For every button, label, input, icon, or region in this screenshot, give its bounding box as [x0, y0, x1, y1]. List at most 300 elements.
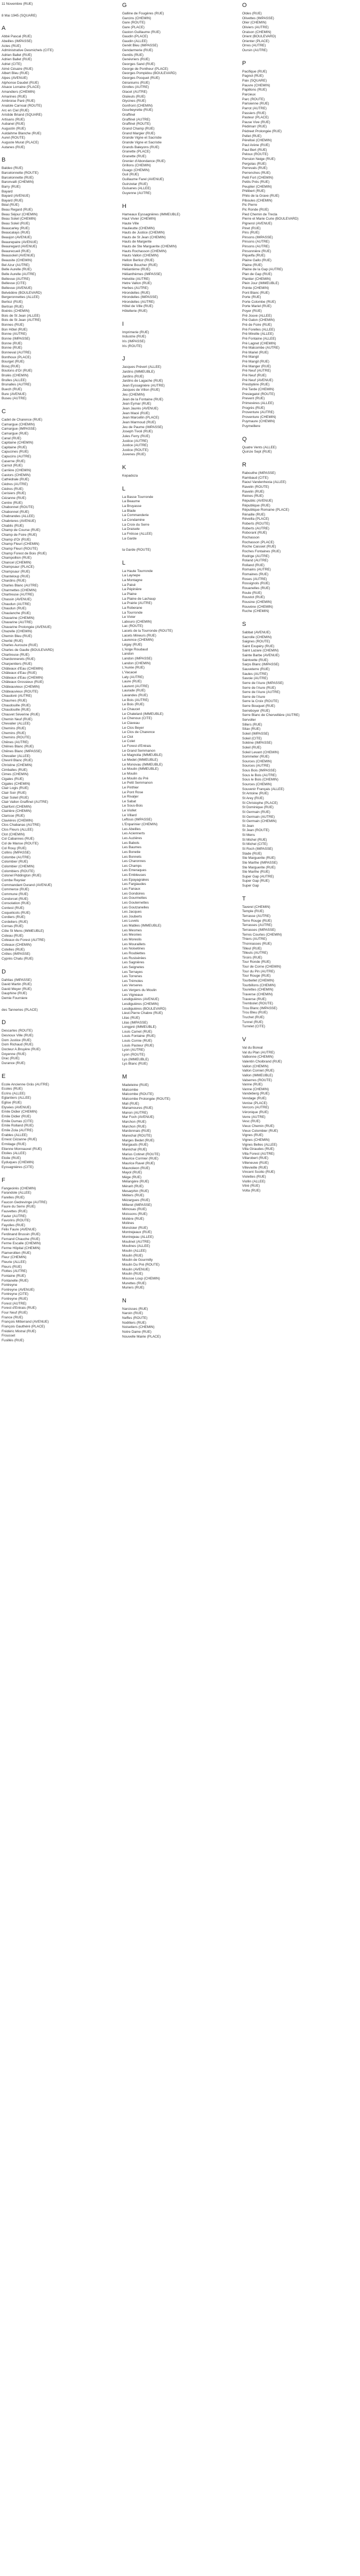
street-entry: Coteaux (CHEMIN): [2, 943, 31, 947]
street-entry: Chavarine (AUTRE): [2, 621, 33, 625]
section-letter: S: [242, 621, 246, 627]
street-entry: Bonneval (AUTRE): [2, 350, 31, 355]
street-entry: Eyduques (CHEMIN): [2, 1161, 34, 1165]
street-entry: Cerisiers (RUE): [2, 492, 26, 496]
street-entry: La Commanderie: [122, 513, 149, 518]
street-entry: La Haute Tourronde: [122, 569, 153, 573]
street-entry: Lieut.Pierre Chabre (RUE): [122, 1011, 163, 1016]
street-entry: Cadet de Charence (RUE): [2, 417, 43, 422]
street-entry: Notre Dame (RUE): [122, 1330, 151, 1334]
street-entry: Tour de Corne (CHEMIN): [242, 965, 281, 969]
street-entry: Dauphine (RUE): [2, 992, 27, 996]
index-section: [2, 1073, 120, 1170]
street-entry: Guillaume Farel (AVENUE): [122, 178, 164, 182]
street-entry: Les Mables (IMMEUBLE): [122, 924, 162, 928]
street-entry: Bonne (RUE): [2, 346, 22, 350]
index-section: [122, 203, 240, 314]
street-entry: Jean de la Fontaine (RUE): [122, 397, 163, 401]
street-entry: Grande Vigne et Sacristie: [122, 140, 162, 144]
street-entry: Lesdiguières (AVENUE): [122, 997, 159, 1002]
street-entry: Les Trémoles: [122, 979, 143, 983]
street-entry: Bayard (RUE): [2, 198, 23, 203]
street-entry: François Gauthérè (PLACE): [2, 1324, 45, 1329]
street-entry: Porte Colombe (RUE): [242, 300, 276, 304]
street-entry: Aubanel (RUE): [2, 122, 25, 126]
street-entry: David Meyer (RUE): [2, 987, 32, 991]
street-entry: Tourbillons (CHEMIN): [242, 983, 276, 987]
street-entry: Paix (SQUARE): [242, 79, 267, 83]
street-entry: Venise (PLACE): [242, 1101, 267, 1105]
street-entry: La Roberane: [122, 606, 142, 610]
street-entry: Brulles (ALLEE): [2, 378, 27, 382]
street-entry: Les Roubiettes: [122, 951, 146, 955]
street-entry: Guisanes (ALLEE): [122, 187, 151, 191]
street-entry: St Roch (IMPASSE): [242, 847, 273, 851]
street-entry: Rochasson: [242, 535, 260, 540]
street-entry: Progrès (RUE): [242, 406, 265, 410]
street-entry: Chênes (AUTRE): [2, 740, 29, 744]
street-entry: Aurel (ROUTE): [2, 136, 26, 140]
street-entry: Val du Boreal: [242, 1046, 263, 1050]
street-entry: Clairfont (CHEMIN): [2, 804, 31, 809]
street-entry: Terre Rouge (RUE): [242, 919, 272, 923]
street-entry: 8 Mai 1945 (SQUARE): [2, 13, 37, 18]
street-entry: Longpré (IMMEUBLE): [122, 1025, 156, 1029]
street-entry: Industrie (RUE): [122, 335, 146, 339]
street-entry: Actes (RUE): [2, 44, 21, 48]
street-entry: Gonfront (CHEMIN): [122, 103, 153, 108]
street-entry: Pré Fontaine (ALLEE): [242, 336, 276, 341]
street-entry: Moulin Du Pré (ROUTE): [122, 1262, 160, 1267]
street-entry: Ferme Escalle (CHEMIN): [2, 1242, 41, 1246]
street-entry: Four Neuf (RUE): [2, 1311, 28, 1315]
street-entry: Kepadoza: [122, 474, 138, 478]
street-entry: Genêt Bleu (IMPASSE): [122, 44, 158, 48]
street-entry: St Jean: [242, 824, 254, 828]
street-entry: Champ Forest de Bois (RUE): [2, 551, 47, 556]
street-entry: Étoiles (ALLEE): [2, 1152, 26, 1156]
street-entry: Beausoleil (AVENUE): [2, 254, 35, 258]
street-entry: Capitaine (RUE): [2, 445, 27, 449]
street-entry: Pinsons (AUTRE): [242, 245, 270, 249]
street-entry: Beaujon (AVENUE): [2, 235, 32, 239]
street-entry: Grenier d'Abondance (RUE): [122, 159, 166, 163]
street-entry: Roule (RUE): [242, 591, 262, 595]
street-entry: Sainte Barbe (AVENUE): [242, 654, 279, 658]
street-entry: Montrejeaux (RUE): [122, 1230, 152, 1235]
street-entry: Beaurepaire (AVENUE): [2, 240, 38, 244]
street-entry: Reines (RUE): [242, 494, 264, 498]
street-entry: Rabouthe (IMPASSE): [242, 471, 276, 476]
street-entry: Lys (IMMEUBLE): [122, 1057, 149, 1061]
street-entry: Iris (IMPASSE): [122, 340, 146, 343]
street-entry: Émile Didier (CHEMIN): [2, 1110, 37, 1114]
index-section: [122, 321, 240, 349]
street-entry: Plaine (RUE): [242, 263, 262, 267]
street-entry: Capucins (AUTRE): [2, 455, 31, 459]
street-entry: La Croix du Serre: [122, 522, 149, 527]
section-letter: N: [122, 1297, 126, 1304]
street-entry: Mayol (RUE): [122, 1171, 142, 1175]
street-entry: David Martin (RUE): [2, 983, 32, 987]
street-entry: Les Vergers du Moulin: [122, 988, 157, 993]
street-entry: Chabrandes (ALLEE): [2, 514, 35, 519]
street-entry: Abbé Pascal (RUE): [2, 35, 32, 39]
street-entry: Les Abeilles: [122, 827, 141, 831]
street-entry: Combe Reynier: [2, 879, 26, 883]
street-entry: Pagnol (RUE): [242, 74, 264, 78]
street-entry: Le Vivier: [122, 615, 136, 619]
street-entry: Beaurecueil (RUE): [2, 249, 31, 253]
street-entry: Ambroise Paré (RUE): [2, 99, 35, 103]
street-entry: Hellon Berlioz (RUE): [122, 259, 154, 263]
street-entry: Clos Chabanas (AUTRE): [2, 823, 41, 827]
street-entry: Lesdiguières (CHEMIN): [122, 1002, 159, 1006]
street-entry: Chavarine (CHEMIN): [2, 616, 35, 620]
street-entry: Albert Bleu (RUE): [2, 71, 29, 76]
street-entry: Roustot (RUE): [242, 595, 265, 600]
street-entry: Boutons d'Or (RUE): [2, 369, 33, 373]
street-entry: St Christophe (PLACE): [242, 801, 278, 805]
section-letter: A: [2, 25, 6, 32]
street-entry: Sources (CHEMIN): [242, 759, 272, 763]
street-entry: St Germain (RUE): [242, 810, 270, 814]
section-letter: E: [2, 1073, 6, 1080]
street-entry: Pinsons (IMPASSE): [242, 235, 273, 239]
street-entry: Desnoux Ville (RUE): [2, 1034, 34, 1038]
street-entry: Paul Bert (RUE): [242, 148, 267, 152]
street-entry: Forest (AUTRE): [2, 1301, 27, 1306]
street-entry: Trembolet (ROUTE): [242, 1002, 273, 1006]
street-entry: Roborant (RUE): [242, 531, 267, 535]
street-entry: Félix Faure (AVENUE): [2, 1228, 36, 1232]
street-entry: Frousset: [2, 1334, 15, 1338]
street-entry: Ferme Hôpital (CHEMIN): [2, 1246, 41, 1251]
street-entry: Jean Jaurès (AVENUE): [122, 407, 158, 411]
street-entry: Truchet (RUE): [242, 1016, 265, 1020]
street-entry: Châteaux Grossieux (RUE): [2, 680, 44, 685]
street-entry: Eyssagniéres (CITE): [2, 1165, 34, 1170]
street-entry: Béal (RUE): [2, 203, 19, 207]
street-entry: Les Baumes: [122, 846, 142, 850]
street-entry: Bois de St Jean (ALLEE): [2, 313, 40, 318]
street-entry: Gendarmerie (RUE): [122, 49, 153, 53]
street-entry: Colombier (RUE): [2, 860, 28, 864]
street-entry: Ste Marthe (RUE): [242, 870, 270, 874]
section-letter: G: [122, 2, 127, 9]
street-entry: Bourget (RUE): [2, 360, 25, 364]
street-entry: Peuplier (CHEMIN): [242, 184, 272, 189]
street-entry: Dahlias (IMPASSE): [2, 978, 32, 982]
street-entry: Alpes (AVENUE): [2, 76, 28, 80]
street-entry: Camargue (CHEMIN): [2, 422, 35, 426]
street-entry: Côte St Mens (IMMEUBLE): [2, 929, 44, 933]
street-entry: Lyon (ROUTE): [122, 1053, 145, 1057]
street-entry: Cimes (CHEMIN): [2, 772, 29, 777]
street-entry: Cimballes (RUE): [2, 768, 28, 772]
street-entry: La Basse Tourronde: [122, 495, 154, 499]
section-letter: O: [242, 2, 247, 9]
street-entry: Beau Séjour (CHEMIN): [2, 212, 38, 216]
street-entry: Fontaine (RUE): [2, 1274, 26, 1278]
street-entry: Rénaille (RUE): [242, 512, 266, 517]
street-entry: Gaudin (ALLEE): [122, 39, 148, 43]
street-entry: Pellet (RUE): [242, 134, 262, 138]
street-entry: Le Colet: [122, 739, 135, 744]
street-entry: Les Ternayes: [122, 970, 143, 974]
street-entry: Ste Marthe (IMPASSE): [242, 860, 278, 865]
street-entry: Labouro (CHEMIN): [122, 619, 152, 624]
street-entry: Anatole Carnoal (ROUTE): [2, 103, 42, 108]
street-entry: Mali (RUE): [122, 1101, 139, 1106]
street-entry: Chassin (AVENUE): [2, 597, 31, 601]
street-entry: Parisienne (RUE): [242, 102, 269, 106]
street-entry: Muriers (RUE): [122, 1286, 145, 1290]
street-entry: St Michel (CITE): [242, 842, 268, 847]
street-entry: Marchon (RUE): [122, 1120, 147, 1124]
street-entry: Charles de Gaulle (BOULEVARD): [2, 648, 54, 652]
street-entry: Soléine (IMPASSE): [242, 741, 273, 745]
street-entry: Républic (AVENUE): [242, 498, 273, 503]
street-entry: Paul Arène (RUE): [242, 143, 270, 148]
index-section: [122, 356, 240, 457]
street-entry: Girolles (AUTRE): [122, 85, 149, 90]
street-entry: Les Aciennerts: [122, 832, 145, 836]
street-entry: Chaudouille (RUE): [2, 703, 31, 707]
street-entry: Traverse (CHEMIN): [242, 992, 273, 996]
street-entry: Chênes Blanc (IMPASSE): [2, 750, 42, 754]
street-entry: Gaudin (PLACE): [122, 35, 148, 39]
street-entry: Proventure (CHEMIN): [242, 415, 276, 419]
section-letter: M: [122, 1073, 127, 1080]
street-entry: Romaines (RUE): [242, 573, 269, 577]
street-entry: Leftous (IMPASSE): [122, 818, 152, 822]
street-entry: St Jean (ROUTE): [242, 828, 269, 833]
street-entry: Serre de l'Aure (AUTRE): [242, 690, 281, 695]
street-entry: Manamoures (RUE): [122, 1106, 153, 1110]
street-entry: Barry (RUE): [2, 184, 21, 189]
street-entry: Hôtellerie (RUE): [122, 309, 148, 313]
street-entry: Lyon (AUTRE): [122, 1048, 145, 1052]
street-entry: Plaine Gallo (RUE): [242, 259, 271, 263]
index-section: [242, 1036, 360, 1194]
street-entry: Vendage (RUE): [242, 1097, 267, 1101]
street-entry: Sabbat (AVENUE): [242, 630, 270, 634]
street-entry: Les Fargiaudes: [122, 882, 146, 887]
street-entry: Chemin Neuf (RUE): [2, 717, 33, 721]
street-entry: Sous Bois (IMPASSE): [242, 769, 276, 773]
street-entry: Hauts de St Jean (CHEMIN): [122, 235, 166, 239]
street-entry: Émile Dumas (CITE): [2, 1119, 34, 1123]
street-entry: Châteauvieux (ROUTE): [2, 689, 38, 694]
index-section: [2, 1008, 120, 1013]
street-entry: Haute Ville: [122, 221, 139, 226]
street-entry: Marchon (RUE): [122, 1124, 147, 1129]
street-entry: Cyprès Chatu (RUE): [2, 956, 34, 961]
street-entry: Pré Mireille (ALLEE): [242, 332, 274, 336]
street-entry: Molines: [122, 1221, 134, 1226]
street-entry: Châteaux d'Eau (CHEMIN): [2, 675, 43, 680]
street-entry: Saint Lazare (CHEMIN): [242, 649, 279, 653]
street-entry: Georges Pompidou (BOULEVARD): [122, 71, 177, 76]
street-entry: Olivettes (IMPASSE): [242, 16, 274, 20]
street-entry: la Garde (ROUTE): [122, 548, 151, 552]
street-entry: Mesarphin (RUE): [122, 1189, 149, 1193]
index-section: [122, 1298, 240, 1339]
street-entry: Pré Forelles (ALLEE): [242, 327, 275, 332]
street-entry: Drac (RUE): [2, 1057, 20, 1061]
street-entry: Porte Mariel (RUE): [242, 304, 271, 309]
street-entry: Soleil (CITE): [242, 736, 262, 740]
street-entry: Bayard: [2, 189, 13, 194]
street-entry: Mérarit (RUE): [122, 1185, 144, 1189]
street-entry: Rochasson (PLACE): [242, 540, 274, 544]
street-entry: Rouanelles (RUE): [242, 586, 270, 591]
street-entry: Vercors (AUTRE): [242, 1106, 269, 1110]
column-1: [0, 2, 120, 1350]
street-entry: Vallon (IMMEUBLE): [242, 1073, 273, 1077]
street-entry: Marges Bedet (RUE): [122, 1138, 155, 1142]
street-entry: St Dominique (RUE): [242, 806, 274, 810]
section-letter: V: [242, 1036, 246, 1043]
street-entry: Champsaur (RUE): [2, 570, 30, 574]
street-entry: Les Seignetes: [122, 965, 145, 969]
street-entry: Jean Eyssagnière (AUTRE): [122, 383, 165, 388]
street-entry: Camargue (IMPASSE): [2, 427, 36, 431]
street-entry: Colombier (CHEMIN): [2, 865, 35, 869]
street-entry: Chazelle (CHEMIN): [2, 630, 33, 634]
street-entry: Grillons (CHEMIN): [122, 164, 151, 168]
street-entry: Lesdiguières (BOULEVARD): [122, 1007, 166, 1011]
street-entry: Genévriers (RUE): [122, 58, 150, 62]
street-entry: Gare (ROUTE): [122, 21, 146, 25]
street-entry: Juvenes (RUE): [122, 453, 146, 457]
street-entry: Landon (CHEMIN): [122, 661, 151, 665]
street-entry: Villarobert (RUE): [242, 1156, 269, 1161]
street-entry: Soleil (RUE): [242, 745, 261, 750]
street-entry: Val du Plan (AUTRE): [242, 1050, 275, 1054]
street-entry: La Blade: [122, 509, 136, 513]
street-entry: Jeu de Paume (IMPASSE): [122, 425, 163, 429]
street-entry: Noëlliers (RUE): [122, 1321, 147, 1325]
street-entry: Louis Camet (RUE): [122, 1029, 153, 1034]
street-entry: Nouvelle Mairie (PLACE): [122, 1334, 161, 1339]
street-entry: Col de Manse (ROUTE): [2, 841, 38, 846]
street-entry: Clavières (CHEMIN): [2, 818, 33, 823]
street-entry: Le Clos Beyer: [122, 726, 144, 730]
street-entry: Émile Didier (RUE): [2, 1115, 31, 1119]
street-entry: Vincent Scotto (RUE): [242, 1170, 275, 1174]
street-entry: Demie Fourniere: [2, 996, 28, 1001]
column-3: [240, 2, 360, 1350]
street-entry: Favier (AUTRE): [2, 1214, 27, 1218]
street-entry: Administrative Desmichels (CITE): [2, 49, 54, 53]
street-entry: Prevent (RUE): [242, 397, 265, 401]
street-entry: Pinsonnière (RUE): [242, 249, 271, 253]
street-entry: Moulin (ALLEE): [122, 1249, 147, 1253]
street-entry: Émile Zola (AUTRE): [2, 1128, 33, 1132]
street-entry: La Draisele: [122, 527, 140, 532]
street-entry: Pause Vive (RUE): [242, 120, 270, 124]
street-entry: Églantiers (ALLEE): [2, 1096, 31, 1100]
street-entry: Faure du Serre (RUE): [2, 1205, 36, 1209]
street-entry: Fleurie (ALLEE): [2, 1260, 27, 1264]
street-entry: Les Gourmettes: [122, 896, 147, 900]
street-entry: Bosq (RUE): [2, 364, 20, 368]
street-entry: Oldes (RUE): [242, 12, 262, 15]
street-entry: Hauts de Margerite: [122, 240, 152, 244]
street-entry: La Plaine de Lachaup: [122, 597, 156, 601]
street-entry: Les Champs: [122, 864, 142, 868]
street-entry: Les Charonnes: [122, 859, 146, 864]
index-section: [2, 25, 120, 150]
street-entry: Graffinel (AUTRE): [122, 117, 150, 122]
street-entry: Sacrolle (CHEMIN): [242, 635, 272, 639]
street-entry: Chartreuse (AUTRE): [2, 593, 34, 597]
street-entry: Tour Ronde (RUE): [242, 960, 271, 964]
street-entry: Oraison (CHEMIN): [242, 30, 271, 34]
street-entry: Capucines (RUE): [2, 450, 29, 454]
street-entry: Haut Vivier (CHEMIN): [122, 217, 156, 221]
street-entry: Baldeo (RUE): [2, 166, 23, 171]
street-entry: Graffinel (ROUTE): [122, 122, 151, 126]
street-entry: Georges Pocquet (RUE): [122, 76, 160, 80]
street-entry: Fontreyne: [2, 1283, 18, 1287]
street-entry: Flamerollien (RUE): [2, 1251, 31, 1255]
street-entry: Auguste Murat (PLACE): [2, 141, 39, 145]
street-entry: Malcombe (ROUTE): [122, 1092, 154, 1097]
street-entry: Chevalier (ALLEE): [2, 754, 30, 758]
street-entry: Roberts (ROUTE): [242, 522, 270, 526]
street-entry: Guago (CHEMIN): [122, 168, 150, 172]
street-entry: Contest (RUE): [2, 906, 25, 910]
street-entry: Bonne (IMPASSE): [2, 337, 30, 341]
street-entry: Vignes (CHEMIN): [242, 1138, 270, 1142]
street-entry: Capitaine (CHEMIN): [2, 441, 34, 445]
street-entry: Orient (BOULEVARD): [242, 35, 276, 39]
street-entry: Rossignols (RUE): [242, 582, 270, 586]
street-entry: Landon (IMPASSE): [122, 656, 153, 661]
street-entry: Tourettes (CHEMIN): [242, 988, 274, 992]
street-entry: Le Magnolia (IMMEUBLE): [122, 753, 163, 758]
street-entry: Charles Blanc (AUTRE): [2, 584, 38, 588]
street-entry: Coteaux du Forest (AUTRE): [2, 938, 45, 943]
street-entry: République Romaine (PLACE): [242, 508, 290, 512]
street-entry: Neffes (ROUTE): [122, 1316, 148, 1321]
street-entry: La Montagne: [122, 578, 142, 583]
street-entry: St Arey (RUE): [242, 796, 264, 800]
street-entry: Le Medet (IMMEUBLE): [122, 758, 158, 762]
street-entry: Manon (AUTRE): [122, 1110, 148, 1115]
street-entry: Bel Azur (AUTRE): [2, 263, 30, 267]
street-entry: Carrière (CHEMIN): [2, 469, 31, 473]
street-entry: Romains (AUTRE): [242, 568, 271, 572]
section-letter: L: [122, 559, 126, 566]
street-entry: Les Gondoires: [122, 891, 145, 896]
street-entry: Commerce (RUE): [2, 888, 29, 892]
street-entry: Coteau (RUE): [2, 933, 23, 938]
index-section: [242, 2, 360, 53]
street-entry: François Mitterrand (AVENUE): [2, 1320, 49, 1324]
street-entry: Ravelin (ROUTE): [242, 485, 269, 489]
section-letter: I: [122, 320, 124, 327]
street-entry: Marius Cotinet (ROUTE): [122, 1152, 160, 1156]
street-entry: Sous le Bois (AUTRE): [242, 773, 277, 777]
street-entry: Les Auzières: [122, 836, 142, 840]
street-entry: Serre Blanc de Chervellière (AUTRE): [242, 713, 300, 718]
street-entry: Mardonnais (RUE): [122, 1129, 151, 1133]
street-entry: Élysées (AVENUE): [2, 1105, 31, 1109]
